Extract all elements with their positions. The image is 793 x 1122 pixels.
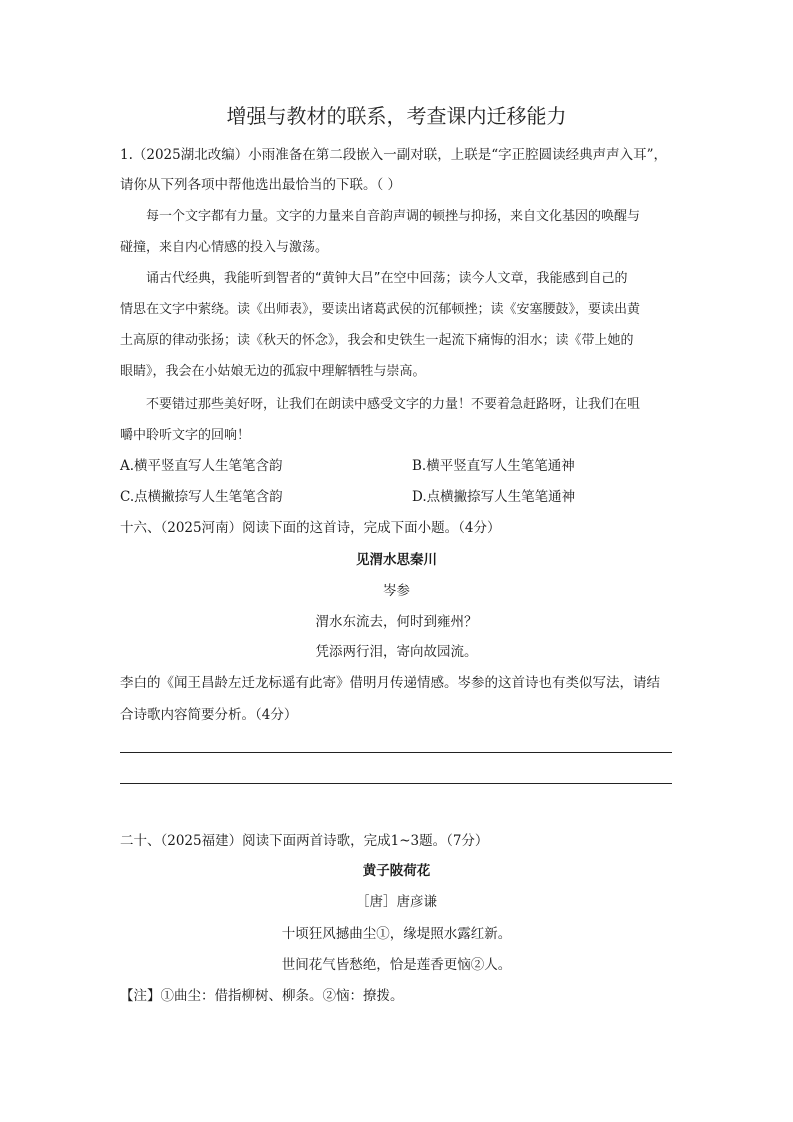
answer-line[interactable] (120, 783, 672, 784)
q20-poem-line: 十顷狂风撼曲尘①，缘堤照水露红新。 (281, 926, 512, 942)
q16-poem-line: 渭水东流去，何时到雍州？ (315, 614, 478, 630)
q1-passage-line: 不要错过那些美好呀，让我们在朗读中感受文字的力量！不要着急赶路呀，让我们在咀 (146, 397, 641, 412)
q1-option-c[interactable]: C.点横撇捺写人生笔笔含韵 (120, 489, 283, 505)
q1-passage-line: 碰撞，来自内心情感的投入与激荡。 (120, 240, 329, 255)
q16-question-line-2: 合诗歌内容简要分析。（4分） (120, 707, 298, 723)
q20-poem-author: ［唐］唐彦谦 (356, 894, 437, 910)
q16-heading: 十六、（2025河南）阅读下面的这首诗，完成下面小题。（4分） (120, 520, 501, 536)
q1-passage-line: 每一个文字都有力量。文字的力量来自音韵声调的顿挫与抑扬，来自文化基因的唤醒与 (146, 209, 641, 224)
q1-passage-line: 嚼中聆听文字的回响！ (120, 428, 251, 443)
q1-stem-line-1: 1.（2025湖北改编）小雨准备在第二段嵌入一副对联，上联是“字正腔圆读经典声声入耳”， (120, 147, 668, 163)
q1-passage-line: 眼睛》，我会在小姑娘无边的孤寂中理解牺牲与崇高。 (120, 364, 426, 379)
q20-poem-title: 黄子陂荷花 (362, 863, 431, 879)
page-title: 增强与教材的联系，考查课内迁移能力 (226, 104, 567, 128)
q16-question-line-1: 李白的《闻王昌龄左迁龙标遥有此寄》借明月传递情感。岑参的这首诗也有类似写法，请结 (120, 675, 660, 691)
q20-poem-line: 世间花气皆愁绝，恰是莲香更恼②人。 (281, 957, 512, 973)
q16-poem-line: 凭添两行泪，寄向故园流。 (315, 644, 478, 660)
q1-option-a[interactable]: A.横平竖直写人生笔笔含韵 (120, 458, 283, 474)
q1-option-d[interactable]: D.点横撇捺写人生笔笔通神 (412, 489, 576, 505)
q1-passage-line: 诵古代经典，我能听到智者的“黄钟大吕”在空中回荡；读今人文章，我能感到自己的 (146, 271, 628, 286)
q1-option-b[interactable]: B.横平竖直写人生笔笔通神 (412, 458, 575, 474)
q20-note: 【注】①曲尘：借指柳树、柳条。②恼：撩拨。 (120, 988, 404, 1004)
answer-line[interactable] (120, 752, 672, 753)
q20-heading: 二十、（2025福建）阅读下面两首诗歌，完成1~3题。（7分） (120, 833, 489, 849)
q16-poem-author: 岑参 (383, 583, 410, 599)
q16-poem-title: 见渭水思秦川 (356, 552, 437, 568)
q1-passage-line: 土高原的律动张扬；读《秋天的怀念》，我会和史铁生一起流下痛悔的泪水；读《带上她的 (120, 333, 634, 348)
q1-stem-line-2: 请你从下列各项中帮他选出最恰当的下联。（ ） (120, 177, 402, 193)
q1-passage-line: 情思在文字中萦绕。读《出师表》，要读出诸葛武侯的沉郁顿挫；读《安塞腰鼓》，要读出黄 (120, 302, 641, 317)
